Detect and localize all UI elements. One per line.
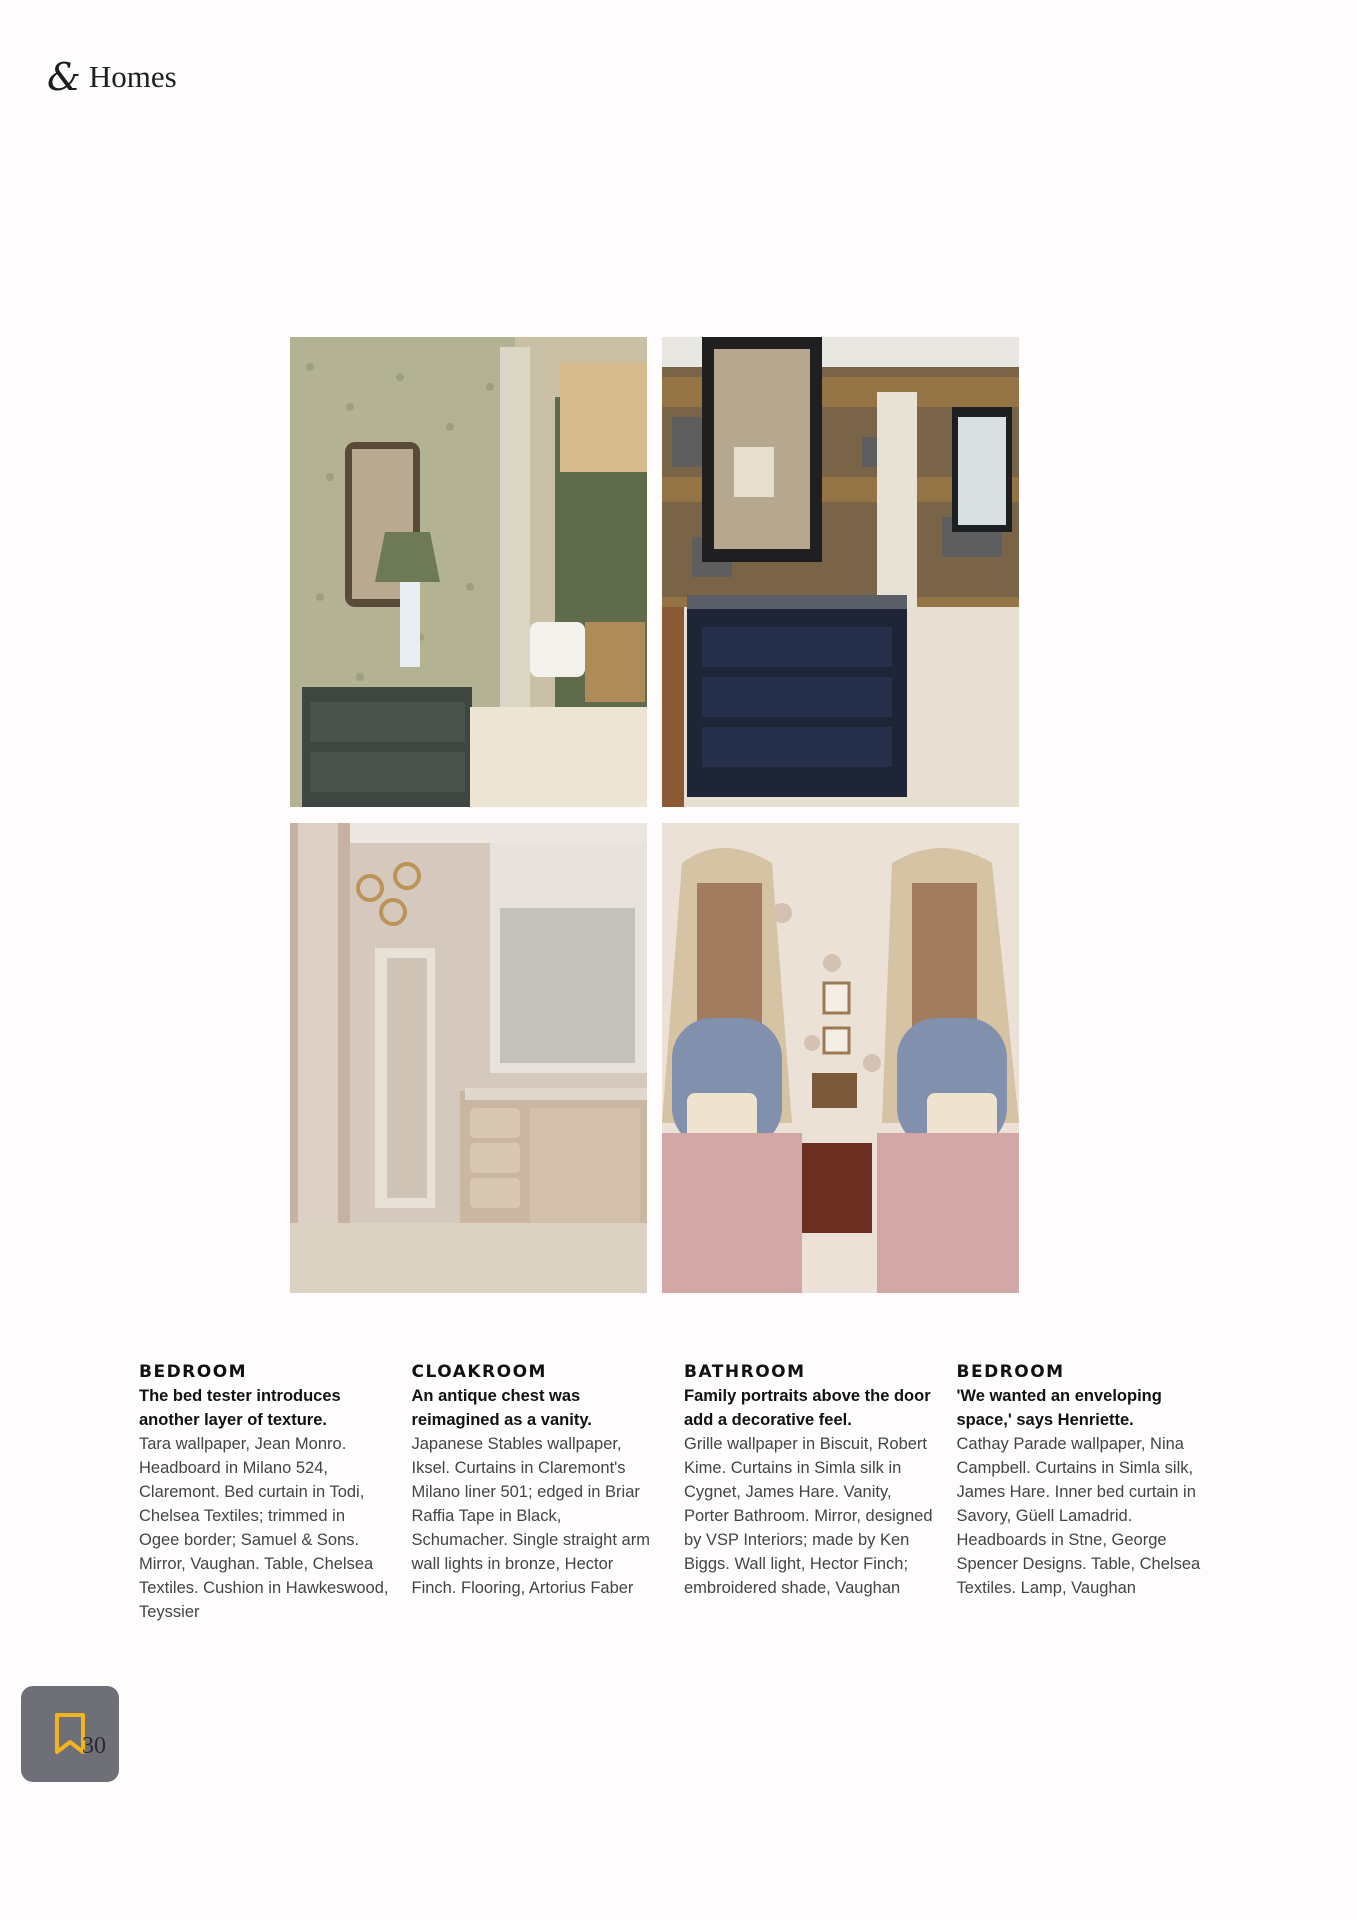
caption-cloakroom <box>412 1360 685 1624</box>
caption-bedroom <box>139 1360 412 1624</box>
caption-bathroom <box>684 1360 957 1624</box>
caption-room-label: BATHROOM <box>684 1362 806 1382</box>
section-title: Homes <box>88 59 177 94</box>
caption-lead: Family portraits above the door add a decorative feel. <box>684 1387 931 1429</box>
caption-lead: An antique chest was reimagined as a vanity. <box>411 1387 592 1429</box>
caption-body: Tara wallpaper, Jean Monro. Headboard in Milano 524, Claremont. Bed curtain in Todi, Chelsea Textiles; trimmed in Ogee border; Samuel & Sons. Mirror, Vaughan. Table, Chelsea Textiles. Cushion in Hawkeswood, Teyssier <box>139 1435 389 1621</box>
photo-captions <box>139 1360 1229 1624</box>
caption-body: Japanese Stables wallpaper, Iksel. Curtains in Claremont's Milano liner 501; edged in Briar Raffia Tape in Black, Schumacher. Single straight arm wall lights in bronze, Hector Finch. Flooring, Artorius Faber <box>411 1435 650 1597</box>
magazine-header <box>47 55 177 99</box>
caption-bedroom-twin <box>957 1360 1230 1624</box>
caption-lead: The bed tester introduces another layer of texture. <box>139 1387 341 1429</box>
page-number: 30 <box>82 1733 106 1759</box>
photo-bedroom-tester <box>290 337 647 807</box>
photo-bathroom-portraits <box>290 823 647 1293</box>
caption-room-label: CLOAKROOM <box>411 1362 547 1382</box>
brand-logo: & <box>47 55 81 99</box>
caption-body: Grille wallpaper in Biscuit, Robert Kime. Curtains in Simla silk in Cygnet, James Hare. Vanity, Porter Bathroom. Mirror, designed by VSP Interiors; made by Ken Biggs. Wall light, Hector Finch; embroidered shade, Vaughan <box>684 1435 933 1597</box>
caption-room-label: BEDROOM <box>139 1362 248 1382</box>
photo-cloakroom-vanity <box>662 337 1019 807</box>
photo-bedroom-canopies <box>662 823 1019 1293</box>
caption-body: Cathay Parade wallpaper, Nina Campbell. Curtains in Simla silk, James Hare. Inner bed curtain in Savory, Güell Lamadrid. Headboards in Stne, George Spencer Designs. Table, Chelsea Textiles. Lamp, Vaughan <box>956 1435 1201 1597</box>
caption-room-label: BEDROOM <box>956 1362 1065 1382</box>
caption-lead: 'We wanted an enveloping space,' says Henriette. <box>956 1387 1162 1429</box>
